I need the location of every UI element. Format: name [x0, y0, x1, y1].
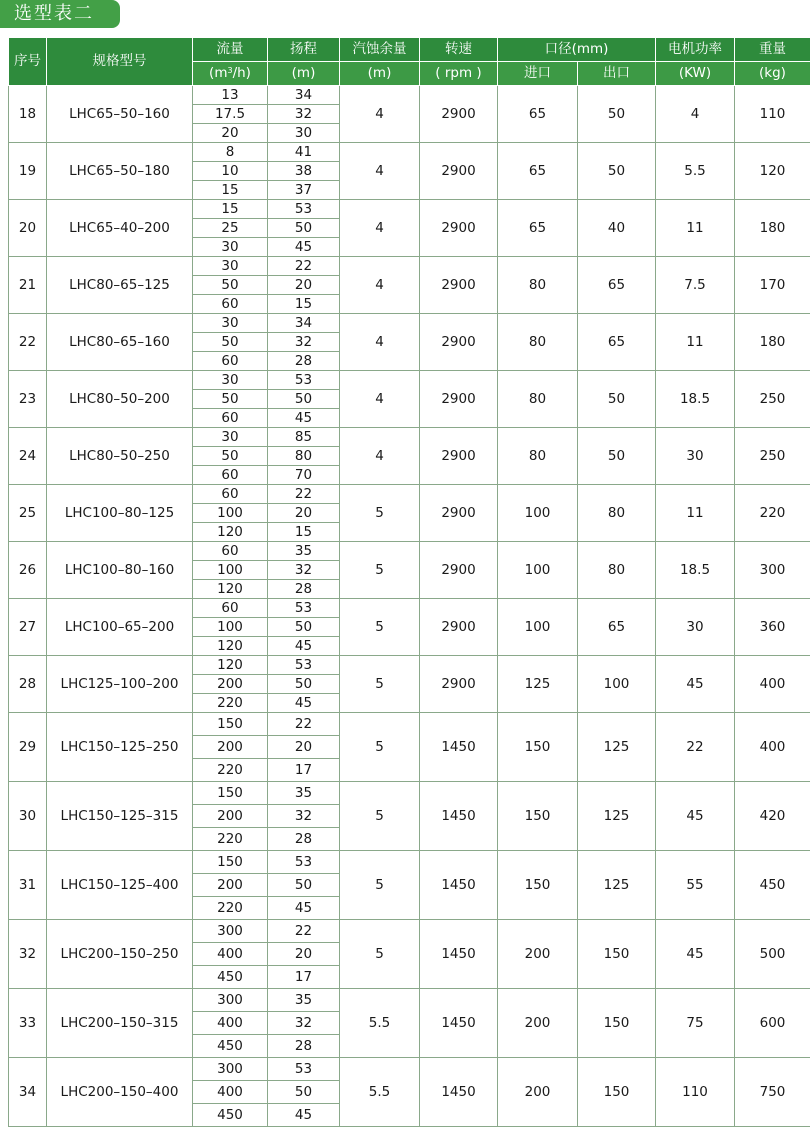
cell-head: 70	[268, 466, 340, 485]
cell-head: 28	[268, 828, 340, 851]
cell-outlet: 65	[578, 314, 656, 371]
cell-outlet: 40	[578, 200, 656, 257]
header-outlet: 出口	[578, 62, 656, 86]
cell-head: 32	[268, 561, 340, 580]
cell-flow: 100	[193, 504, 268, 523]
cell-speed: 1450	[420, 920, 498, 989]
header-speed-unit: ( rpm )	[420, 62, 498, 86]
cell-head: 50	[268, 675, 340, 694]
cell-flow: 30	[193, 371, 268, 390]
cell-power: 18.5	[656, 542, 735, 599]
cell-speed: 2900	[420, 656, 498, 713]
cell-index: 21	[9, 257, 47, 314]
table-row	[9, 143, 810, 162]
cell-flow: 120	[193, 580, 268, 599]
cell-power: 45	[656, 920, 735, 989]
cell-inlet: 150	[498, 782, 578, 851]
header-weight: 重量	[735, 38, 810, 62]
cell-head: 45	[268, 1104, 340, 1127]
header-inlet: 进口	[498, 62, 578, 86]
cell-model: LHC65–40–200	[47, 200, 193, 257]
cell-flow: 150	[193, 851, 268, 874]
header-power: 电机功率	[656, 38, 735, 62]
cell-outlet: 125	[578, 713, 656, 782]
cell-flow: 13	[193, 86, 268, 105]
cell-head: 45	[268, 694, 340, 713]
cell-npsh: 5	[340, 656, 420, 713]
cell-head: 37	[268, 181, 340, 200]
cell-model: LHC65–50–180	[47, 143, 193, 200]
cell-head: 53	[268, 200, 340, 219]
header-speed: 转速	[420, 38, 498, 62]
table-row	[9, 428, 810, 447]
cell-head: 28	[268, 580, 340, 599]
cell-outlet: 150	[578, 989, 656, 1058]
header-head-unit: (m)	[268, 62, 340, 86]
cell-head: 35	[268, 989, 340, 1012]
cell-weight: 360	[735, 599, 810, 656]
table-title: 选型表二	[0, 0, 120, 28]
cell-head: 53	[268, 1058, 340, 1081]
cell-index: 19	[9, 143, 47, 200]
cell-speed: 2900	[420, 485, 498, 542]
cell-model: LHC65–50–160	[47, 86, 193, 143]
cell-flow: 400	[193, 943, 268, 966]
cell-speed: 1450	[420, 1058, 498, 1127]
cell-inlet: 65	[498, 143, 578, 200]
cell-speed: 2900	[420, 200, 498, 257]
cell-head: 17	[268, 966, 340, 989]
cell-model: LHC100–65–200	[47, 599, 193, 656]
cell-head: 53	[268, 656, 340, 675]
cell-power: 45	[656, 656, 735, 713]
cell-model: LHC200–150–250	[47, 920, 193, 989]
cell-model: LHC80–65–160	[47, 314, 193, 371]
cell-inlet: 65	[498, 86, 578, 143]
cell-power: 22	[656, 713, 735, 782]
cell-head: 45	[268, 409, 340, 428]
cell-head: 50	[268, 219, 340, 238]
cell-npsh: 5	[340, 599, 420, 656]
cell-weight: 450	[735, 851, 810, 920]
cell-head: 22	[268, 257, 340, 276]
cell-model: LHC150–125–250	[47, 713, 193, 782]
cell-index: 32	[9, 920, 47, 989]
cell-flow: 17.5	[193, 105, 268, 124]
cell-head: 53	[268, 371, 340, 390]
table-row	[9, 485, 810, 504]
cell-flow: 450	[193, 1035, 268, 1058]
cell-flow: 300	[193, 989, 268, 1012]
cell-head: 38	[268, 162, 340, 181]
cell-outlet: 50	[578, 143, 656, 200]
cell-model: LHC80–50–200	[47, 371, 193, 428]
cell-power: 18.5	[656, 371, 735, 428]
cell-head: 50	[268, 390, 340, 409]
cell-head: 28	[268, 352, 340, 371]
cell-speed: 1450	[420, 782, 498, 851]
cell-flow: 450	[193, 966, 268, 989]
cell-index: 29	[9, 713, 47, 782]
cell-outlet: 150	[578, 920, 656, 989]
cell-head: 50	[268, 1081, 340, 1104]
cell-outlet: 125	[578, 782, 656, 851]
cell-weight: 500	[735, 920, 810, 989]
header-weight-unit: (kg)	[735, 62, 810, 86]
table-row	[9, 782, 810, 805]
cell-speed: 2900	[420, 428, 498, 485]
header-head: 扬程	[268, 38, 340, 62]
cell-index: 34	[9, 1058, 47, 1127]
cell-model: LHC200–150–315	[47, 989, 193, 1058]
cell-head: 53	[268, 851, 340, 874]
cell-flow: 200	[193, 874, 268, 897]
cell-flow: 30	[193, 428, 268, 447]
cell-head: 17	[268, 759, 340, 782]
table-row	[9, 200, 810, 219]
cell-power: 11	[656, 485, 735, 542]
cell-flow: 50	[193, 447, 268, 466]
header-flow-unit: $(m^3/h)$	[193, 62, 268, 86]
cell-power: 30	[656, 428, 735, 485]
cell-index: 27	[9, 599, 47, 656]
cell-speed: 2900	[420, 86, 498, 143]
cell-head: 80	[268, 447, 340, 466]
cell-power: 5.5	[656, 143, 735, 200]
cell-flow: 150	[193, 782, 268, 805]
cell-model: LHC100–80–125	[47, 485, 193, 542]
cell-flow: 120	[193, 656, 268, 675]
cell-index: 20	[9, 200, 47, 257]
cell-outlet: 50	[578, 428, 656, 485]
cell-power: 75	[656, 989, 735, 1058]
cell-speed: 1450	[420, 851, 498, 920]
cell-weight: 180	[735, 314, 810, 371]
cell-flow: 50	[193, 390, 268, 409]
cell-npsh: 5.5	[340, 1058, 420, 1127]
cell-speed: 2900	[420, 542, 498, 599]
cell-weight: 110	[735, 86, 810, 143]
cell-outlet: 80	[578, 542, 656, 599]
cell-index: 23	[9, 371, 47, 428]
cell-head: 50	[268, 874, 340, 897]
cell-weight: 750	[735, 1058, 810, 1127]
cell-index: 25	[9, 485, 47, 542]
cell-head: 22	[268, 920, 340, 943]
cell-model: LHC150–125–400	[47, 851, 193, 920]
cell-head: 22	[268, 713, 340, 736]
cell-speed: 2900	[420, 257, 498, 314]
cell-head: 20	[268, 736, 340, 759]
cell-outlet: 50	[578, 86, 656, 143]
cell-head: 41	[268, 143, 340, 162]
table-row	[9, 851, 810, 874]
cell-index: 33	[9, 989, 47, 1058]
cell-speed: 2900	[420, 143, 498, 200]
cell-inlet: 100	[498, 542, 578, 599]
cell-weight: 250	[735, 371, 810, 428]
cell-flow: 60	[193, 466, 268, 485]
cell-inlet: 80	[498, 371, 578, 428]
header-index: 序号	[9, 38, 47, 86]
cell-index: 30	[9, 782, 47, 851]
cell-inlet: 200	[498, 1058, 578, 1127]
cell-inlet: 150	[498, 713, 578, 782]
cell-outlet: 65	[578, 599, 656, 656]
cell-head: 32	[268, 333, 340, 352]
cell-weight: 400	[735, 656, 810, 713]
cell-power: 11	[656, 314, 735, 371]
cell-inlet: 200	[498, 989, 578, 1058]
cell-speed: 1450	[420, 713, 498, 782]
cell-flow: 60	[193, 599, 268, 618]
header-power-unit: (KW)	[656, 62, 735, 86]
table-row	[9, 371, 810, 390]
cell-npsh: 4	[340, 428, 420, 485]
cell-head: 20	[268, 504, 340, 523]
table-header	[9, 38, 810, 86]
cell-head: 53	[268, 599, 340, 618]
cell-flow: 15	[193, 181, 268, 200]
cell-head: 32	[268, 105, 340, 124]
cell-power: 11	[656, 200, 735, 257]
table-row	[9, 713, 810, 736]
cell-index: 22	[9, 314, 47, 371]
cell-index: 31	[9, 851, 47, 920]
cell-outlet: 125	[578, 851, 656, 920]
cell-head: 34	[268, 314, 340, 333]
cell-weight: 170	[735, 257, 810, 314]
cell-npsh: 4	[340, 143, 420, 200]
cell-flow: 220	[193, 897, 268, 920]
cell-power: 55	[656, 851, 735, 920]
cell-inlet: 150	[498, 851, 578, 920]
cell-flow: 200	[193, 675, 268, 694]
cell-power: 45	[656, 782, 735, 851]
cell-head: 22	[268, 485, 340, 504]
selection-table	[8, 37, 810, 1127]
cell-head: 30	[268, 124, 340, 143]
cell-speed: 1450	[420, 989, 498, 1058]
cell-npsh: 5	[340, 851, 420, 920]
cell-weight: 600	[735, 989, 810, 1058]
table-row	[9, 314, 810, 333]
cell-speed: 2900	[420, 371, 498, 428]
cell-npsh: 5	[340, 782, 420, 851]
cell-flow: 15	[193, 200, 268, 219]
cell-flow: 60	[193, 352, 268, 371]
cell-head: 45	[268, 238, 340, 257]
cell-weight: 220	[735, 485, 810, 542]
cell-npsh: 4	[340, 371, 420, 428]
cell-flow: 60	[193, 295, 268, 314]
cell-inlet: 80	[498, 314, 578, 371]
cell-model: LHC80–65–125	[47, 257, 193, 314]
cell-inlet: 200	[498, 920, 578, 989]
header-npsh-unit: (m)	[340, 62, 420, 86]
cell-flow: 400	[193, 1081, 268, 1104]
cell-outlet: 150	[578, 1058, 656, 1127]
cell-index: 28	[9, 656, 47, 713]
cell-head: 85	[268, 428, 340, 447]
cell-inlet: 80	[498, 428, 578, 485]
cell-flow: 300	[193, 1058, 268, 1081]
cell-weight: 400	[735, 713, 810, 782]
cell-flow: 8	[193, 143, 268, 162]
cell-index: 18	[9, 86, 47, 143]
cell-weight: 120	[735, 143, 810, 200]
cell-head: 35	[268, 782, 340, 805]
cell-head: 20	[268, 276, 340, 295]
cell-speed: 2900	[420, 599, 498, 656]
cell-weight: 300	[735, 542, 810, 599]
cell-flow: 200	[193, 736, 268, 759]
cell-inlet: 80	[498, 257, 578, 314]
cell-model: LHC100–80–160	[47, 542, 193, 599]
cell-flow: 220	[193, 828, 268, 851]
cell-flow: 30	[193, 238, 268, 257]
cell-flow: 150	[193, 713, 268, 736]
table-row	[9, 920, 810, 943]
cell-head: 20	[268, 943, 340, 966]
cell-head: 15	[268, 295, 340, 314]
cell-head: 45	[268, 637, 340, 656]
cell-model: LHC150–125–315	[47, 782, 193, 851]
cell-npsh: 5	[340, 713, 420, 782]
cell-flow: 60	[193, 409, 268, 428]
cell-weight: 420	[735, 782, 810, 851]
cell-npsh: 4	[340, 314, 420, 371]
cell-index: 26	[9, 542, 47, 599]
cell-flow: 60	[193, 542, 268, 561]
cell-npsh: 4	[340, 86, 420, 143]
cell-head: 15	[268, 523, 340, 542]
table-row	[9, 257, 810, 276]
header-flow: 流量	[193, 38, 268, 62]
cell-flow: 20	[193, 124, 268, 143]
table-row	[9, 656, 810, 675]
cell-power: 4	[656, 86, 735, 143]
cell-outlet: 65	[578, 257, 656, 314]
table-body	[9, 86, 810, 1127]
table-row	[9, 542, 810, 561]
cell-head: 50	[268, 618, 340, 637]
cell-model: LHC80–50–250	[47, 428, 193, 485]
cell-flow: 50	[193, 333, 268, 352]
cell-flow: 220	[193, 694, 268, 713]
cell-flow: 50	[193, 276, 268, 295]
cell-head: 45	[268, 897, 340, 920]
cell-npsh: 5	[340, 485, 420, 542]
cell-flow: 25	[193, 219, 268, 238]
cell-flow: 10	[193, 162, 268, 181]
cell-speed: 2900	[420, 314, 498, 371]
cell-npsh: 4	[340, 200, 420, 257]
cell-flow: 120	[193, 523, 268, 542]
cell-flow: 30	[193, 314, 268, 333]
table-row	[9, 599, 810, 618]
cell-head: 34	[268, 86, 340, 105]
cell-flow: 60	[193, 485, 268, 504]
cell-index: 24	[9, 428, 47, 485]
cell-flow: 200	[193, 805, 268, 828]
cell-outlet: 100	[578, 656, 656, 713]
header-npsh: 汽蚀余量	[340, 38, 420, 62]
header-model: 规格型号	[47, 38, 193, 86]
cell-outlet: 80	[578, 485, 656, 542]
cell-flow: 120	[193, 637, 268, 656]
cell-flow: 30	[193, 257, 268, 276]
cell-flow: 400	[193, 1012, 268, 1035]
cell-inlet: 65	[498, 200, 578, 257]
cell-power: 7.5	[656, 257, 735, 314]
cell-head: 32	[268, 805, 340, 828]
cell-inlet: 100	[498, 599, 578, 656]
table-row	[9, 1058, 810, 1081]
cell-flow: 100	[193, 618, 268, 637]
cell-flow: 220	[193, 759, 268, 782]
table-row	[9, 989, 810, 1012]
cell-head: 32	[268, 1012, 340, 1035]
cell-weight: 180	[735, 200, 810, 257]
cell-flow: 300	[193, 920, 268, 943]
cell-head: 28	[268, 1035, 340, 1058]
cell-inlet: 125	[498, 656, 578, 713]
cell-power: 110	[656, 1058, 735, 1127]
cell-npsh: 5	[340, 542, 420, 599]
cell-weight: 250	[735, 428, 810, 485]
cell-power: 30	[656, 599, 735, 656]
cell-model: LHC125–100–200	[47, 656, 193, 713]
cell-model: LHC200–150–400	[47, 1058, 193, 1127]
cell-inlet: 100	[498, 485, 578, 542]
cell-flow: 100	[193, 561, 268, 580]
cell-npsh: 5	[340, 920, 420, 989]
cell-outlet: 50	[578, 371, 656, 428]
cell-npsh: 4	[340, 257, 420, 314]
cell-flow: 450	[193, 1104, 268, 1127]
header-port: 口径(mm)	[498, 38, 656, 62]
cell-head: 35	[268, 542, 340, 561]
table-row	[9, 86, 810, 105]
cell-npsh: 5.5	[340, 989, 420, 1058]
